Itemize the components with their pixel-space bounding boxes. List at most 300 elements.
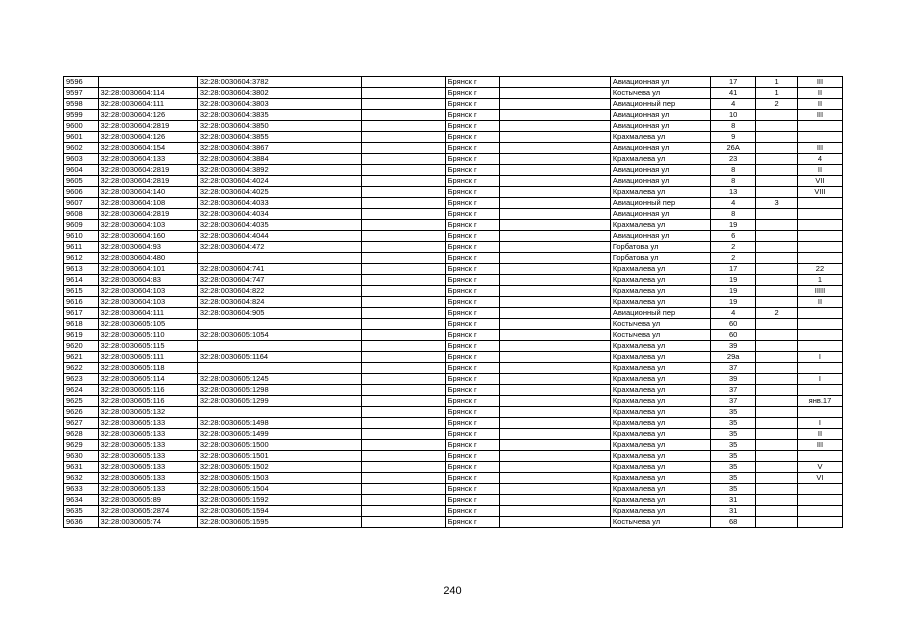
object-cadastral-number-cell xyxy=(197,319,361,330)
object-cadastral-number-cell: 32:28:0030605:1592 xyxy=(197,495,361,506)
object-cadastral-number-cell: 32:28:0030604:3892 xyxy=(197,165,361,176)
table-row xyxy=(64,110,843,121)
blank-column-2-cell xyxy=(499,396,610,407)
blank-column-2-cell xyxy=(499,110,610,121)
object-cadastral-number-cell: 32:28:0030604:822 xyxy=(197,286,361,297)
apartment-number-cell xyxy=(797,341,842,352)
street-cell: Крахмалева ул xyxy=(610,506,710,517)
table-row xyxy=(64,484,843,495)
table-row xyxy=(64,385,843,396)
street-cell: Горбатова ул xyxy=(610,253,710,264)
blank-column-2-cell xyxy=(499,275,610,286)
object-cadastral-number-cell: 32:28:0030605:1502 xyxy=(197,462,361,473)
blank-column-cell xyxy=(361,517,445,528)
row-number-cell: 9614 xyxy=(64,275,99,286)
street-cell: Крахмалева ул xyxy=(610,385,710,396)
street-cell: Крахмалева ул xyxy=(610,473,710,484)
city-cell: Брянск г xyxy=(445,352,499,363)
street-cell: Авиационная ул xyxy=(610,77,710,88)
object-cadastral-number-cell: 32:28:0030605:1504 xyxy=(197,484,361,495)
apartment-number-cell: III xyxy=(797,77,842,88)
blank-column-cell xyxy=(361,209,445,220)
blank-column-2-cell xyxy=(499,242,610,253)
table-row xyxy=(64,165,843,176)
parcel-cadastral-number-cell: 32:28:0030604:126 xyxy=(98,110,197,121)
city-cell: Брянск г xyxy=(445,396,499,407)
apartment-number-cell: II xyxy=(797,88,842,99)
parcel-cadastral-number-cell: 32:28:0030604:103 xyxy=(98,286,197,297)
object-cadastral-number-cell: 32:28:0030604:4034 xyxy=(197,209,361,220)
street-cell: Авиационная ул xyxy=(610,231,710,242)
city-cell: Брянск г xyxy=(445,88,499,99)
blank-column-2-cell xyxy=(499,253,610,264)
house-number-cell: 35 xyxy=(711,462,756,473)
parcel-cadastral-number-cell: 32:28:0030605:2874 xyxy=(98,506,197,517)
building-number-cell xyxy=(756,209,798,220)
parcel-cadastral-number-cell: 32:28:0030604:101 xyxy=(98,264,197,275)
city-cell: Брянск г xyxy=(445,198,499,209)
parcel-cadastral-number-cell: 32:28:0030605:133 xyxy=(98,484,197,495)
row-number-cell: 9615 xyxy=(64,286,99,297)
city-cell: Брянск г xyxy=(445,385,499,396)
row-number-cell: 9601 xyxy=(64,132,99,143)
table-body xyxy=(64,77,843,528)
parcel-cadastral-number-cell: 32:28:0030605:133 xyxy=(98,418,197,429)
blank-column-2-cell xyxy=(499,429,610,440)
parcel-cadastral-number-cell: 32:28:0030604:140 xyxy=(98,187,197,198)
parcel-cadastral-number-cell: 32:28:0030604:154 xyxy=(98,143,197,154)
row-number-cell: 9625 xyxy=(64,396,99,407)
blank-column-cell xyxy=(361,462,445,473)
blank-column-cell xyxy=(361,396,445,407)
building-number-cell xyxy=(756,473,798,484)
city-cell: Брянск г xyxy=(445,451,499,462)
object-cadastral-number-cell: 32:28:0030605:1501 xyxy=(197,451,361,462)
city-cell: Брянск г xyxy=(445,209,499,220)
house-number-cell: 35 xyxy=(711,473,756,484)
blank-column-2-cell xyxy=(499,484,610,495)
row-number-cell: 9596 xyxy=(64,77,99,88)
apartment-number-cell: III xyxy=(797,143,842,154)
apartment-number-cell xyxy=(797,319,842,330)
street-cell: Авиационная ул xyxy=(610,121,710,132)
street-cell: Крахмалева ул xyxy=(610,220,710,231)
house-number-cell: 8 xyxy=(711,121,756,132)
city-cell: Брянск г xyxy=(445,363,499,374)
blank-column-2-cell xyxy=(499,418,610,429)
table-row xyxy=(64,506,843,517)
table-row xyxy=(64,396,843,407)
object-cadastral-number-cell: 32:28:0030605:1500 xyxy=(197,440,361,451)
table-row xyxy=(64,264,843,275)
row-number-cell: 9613 xyxy=(64,264,99,275)
blank-column-cell xyxy=(361,231,445,242)
building-number-cell xyxy=(756,286,798,297)
object-cadastral-number-cell xyxy=(197,253,361,264)
row-number-cell: 9604 xyxy=(64,165,99,176)
apartment-number-cell: II xyxy=(797,165,842,176)
city-cell: Брянск г xyxy=(445,407,499,418)
street-cell: Авиационный пер xyxy=(610,198,710,209)
house-number-cell: 17 xyxy=(711,77,756,88)
parcel-cadastral-number-cell: 32:28:0030604:111 xyxy=(98,99,197,110)
house-number-cell: 19 xyxy=(711,286,756,297)
blank-column-2-cell xyxy=(499,297,610,308)
blank-column-2-cell xyxy=(499,121,610,132)
object-cadastral-number-cell: 32:28:0030604:824 xyxy=(197,297,361,308)
city-cell: Брянск г xyxy=(445,297,499,308)
street-cell: Крахмалева ул xyxy=(610,275,710,286)
house-number-cell: 13 xyxy=(711,187,756,198)
city-cell: Брянск г xyxy=(445,231,499,242)
building-number-cell xyxy=(756,385,798,396)
house-number-cell: 68 xyxy=(711,517,756,528)
blank-column-cell xyxy=(361,198,445,209)
blank-column-cell xyxy=(361,253,445,264)
house-number-cell: 60 xyxy=(711,319,756,330)
apartment-number-cell: VIII xyxy=(797,187,842,198)
object-cadastral-number-cell: 32:28:0030605:1595 xyxy=(197,517,361,528)
street-cell: Крахмалева ул xyxy=(610,363,710,374)
blank-column-cell xyxy=(361,374,445,385)
house-number-cell: 31 xyxy=(711,506,756,517)
street-cell: Крахмалева ул xyxy=(610,462,710,473)
building-number-cell: 2 xyxy=(756,308,798,319)
house-number-cell: 37 xyxy=(711,363,756,374)
blank-column-cell xyxy=(361,506,445,517)
apartment-number-cell: IIIII xyxy=(797,286,842,297)
object-cadastral-number-cell: 32:28:0030604:472 xyxy=(197,242,361,253)
house-number-cell: 4 xyxy=(711,198,756,209)
apartment-number-cell xyxy=(797,517,842,528)
table-row xyxy=(64,132,843,143)
row-number-cell: 9616 xyxy=(64,297,99,308)
building-number-cell xyxy=(756,297,798,308)
building-number-cell xyxy=(756,220,798,231)
row-number-cell: 9630 xyxy=(64,451,99,462)
blank-column-cell xyxy=(361,418,445,429)
parcel-cadastral-number-cell: 32:28:0030604:2819 xyxy=(98,165,197,176)
city-cell: Брянск г xyxy=(445,110,499,121)
house-number-cell: 19 xyxy=(711,275,756,286)
row-number-cell: 9611 xyxy=(64,242,99,253)
blank-column-2-cell xyxy=(499,165,610,176)
city-cell: Брянск г xyxy=(445,176,499,187)
building-number-cell: 3 xyxy=(756,198,798,209)
row-number-cell: 9603 xyxy=(64,154,99,165)
row-number-cell: 9599 xyxy=(64,110,99,121)
apartment-number-cell xyxy=(797,231,842,242)
parcel-cadastral-number-cell: 32:28:0030605:115 xyxy=(98,341,197,352)
parcel-cadastral-number-cell xyxy=(98,77,197,88)
house-number-cell: 6 xyxy=(711,231,756,242)
street-cell: Крахмалева ул xyxy=(610,440,710,451)
street-cell: Крахмалева ул xyxy=(610,352,710,363)
blank-column-cell xyxy=(361,451,445,462)
row-number-cell: 9598 xyxy=(64,99,99,110)
building-number-cell xyxy=(756,407,798,418)
building-number-cell xyxy=(756,396,798,407)
apartment-number-cell xyxy=(797,242,842,253)
building-number-cell xyxy=(756,451,798,462)
city-cell: Брянск г xyxy=(445,187,499,198)
apartment-number-cell xyxy=(797,407,842,418)
blank-column-2-cell xyxy=(499,154,610,165)
apartment-number-cell xyxy=(797,308,842,319)
blank-column-cell xyxy=(361,99,445,110)
table-row xyxy=(64,429,843,440)
object-cadastral-number-cell xyxy=(197,363,361,374)
city-cell: Брянск г xyxy=(445,242,499,253)
apartment-number-cell xyxy=(797,451,842,462)
street-cell: Крахмалева ул xyxy=(610,286,710,297)
apartment-number-cell: II xyxy=(797,99,842,110)
table-row xyxy=(64,275,843,286)
blank-column-2-cell xyxy=(499,440,610,451)
street-cell: Авиационная ул xyxy=(610,176,710,187)
row-number-cell: 9608 xyxy=(64,209,99,220)
register-sheet xyxy=(63,76,843,528)
house-number-cell: 35 xyxy=(711,418,756,429)
table-row xyxy=(64,352,843,363)
parcel-cadastral-number-cell: 32:28:0030605:74 xyxy=(98,517,197,528)
table-row xyxy=(64,517,843,528)
parcel-cadastral-number-cell: 32:28:0030605:133 xyxy=(98,429,197,440)
street-cell: Горбатова ул xyxy=(610,242,710,253)
object-cadastral-number-cell: 32:28:0030604:747 xyxy=(197,275,361,286)
house-number-cell: 39 xyxy=(711,341,756,352)
parcel-cadastral-number-cell: 32:28:0030605:116 xyxy=(98,396,197,407)
street-cell: Костычева ул xyxy=(610,330,710,341)
blank-column-cell xyxy=(361,495,445,506)
table-row xyxy=(64,363,843,374)
building-number-cell xyxy=(756,187,798,198)
row-number-cell: 9612 xyxy=(64,253,99,264)
blank-column-cell xyxy=(361,319,445,330)
blank-column-cell xyxy=(361,330,445,341)
building-number-cell xyxy=(756,231,798,242)
row-number-cell: 9605 xyxy=(64,176,99,187)
city-cell: Брянск г xyxy=(445,264,499,275)
table-row xyxy=(64,341,843,352)
house-number-cell: 23 xyxy=(711,154,756,165)
city-cell: Брянск г xyxy=(445,495,499,506)
city-cell: Брянск г xyxy=(445,132,499,143)
row-number-cell: 9606 xyxy=(64,187,99,198)
parcel-cadastral-number-cell: 32:28:0030605:114 xyxy=(98,374,197,385)
building-number-cell xyxy=(756,165,798,176)
house-number-cell: 10 xyxy=(711,110,756,121)
city-cell: Брянск г xyxy=(445,143,499,154)
building-number-cell: 2 xyxy=(756,99,798,110)
parcel-cadastral-number-cell: 32:28:0030604:133 xyxy=(98,154,197,165)
object-cadastral-number-cell: 32:28:0030605:1594 xyxy=(197,506,361,517)
parcel-cadastral-number-cell: 32:28:0030604:160 xyxy=(98,231,197,242)
building-number-cell xyxy=(756,440,798,451)
row-number-cell: 9622 xyxy=(64,363,99,374)
row-number-cell: 9632 xyxy=(64,473,99,484)
building-number-cell xyxy=(756,484,798,495)
parcel-cadastral-number-cell: 32:28:0030605:116 xyxy=(98,385,197,396)
object-cadastral-number-cell: 32:28:0030605:1298 xyxy=(197,385,361,396)
house-number-cell: 4 xyxy=(711,99,756,110)
street-cell: Авиационная ул xyxy=(610,209,710,220)
street-cell: Авиационная ул xyxy=(610,143,710,154)
blank-column-2-cell xyxy=(499,473,610,484)
city-cell: Брянск г xyxy=(445,374,499,385)
parcel-cadastral-number-cell: 32:28:0030605:133 xyxy=(98,462,197,473)
blank-column-2-cell xyxy=(499,374,610,385)
blank-column-cell xyxy=(361,352,445,363)
object-cadastral-number-cell: 32:28:0030604:4025 xyxy=(197,187,361,198)
apartment-number-cell: I xyxy=(797,352,842,363)
parcel-cadastral-number-cell: 32:28:0030604:103 xyxy=(98,297,197,308)
blank-column-2-cell xyxy=(499,352,610,363)
blank-column-cell xyxy=(361,165,445,176)
blank-column-cell xyxy=(361,429,445,440)
blank-column-cell xyxy=(361,154,445,165)
table-row xyxy=(64,143,843,154)
house-number-cell: 4 xyxy=(711,308,756,319)
object-cadastral-number-cell: 32:28:0030604:4044 xyxy=(197,231,361,242)
building-number-cell xyxy=(756,374,798,385)
row-number-cell: 9607 xyxy=(64,198,99,209)
blank-column-2-cell xyxy=(499,385,610,396)
table-row xyxy=(64,440,843,451)
row-number-cell: 9628 xyxy=(64,429,99,440)
apartment-number-cell: VI xyxy=(797,473,842,484)
blank-column-2-cell xyxy=(499,198,610,209)
house-number-cell: 31 xyxy=(711,495,756,506)
street-cell: Крахмалева ул xyxy=(610,451,710,462)
parcel-cadastral-number-cell: 32:28:0030604:2819 xyxy=(98,176,197,187)
table-row xyxy=(64,374,843,385)
table-row xyxy=(64,154,843,165)
table-row xyxy=(64,242,843,253)
parcel-cadastral-number-cell: 32:28:0030604:111 xyxy=(98,308,197,319)
building-number-cell xyxy=(756,121,798,132)
apartment-number-cell xyxy=(797,198,842,209)
table-row xyxy=(64,407,843,418)
building-number-cell xyxy=(756,154,798,165)
blank-column-2-cell xyxy=(499,143,610,154)
blank-column-2-cell xyxy=(499,506,610,517)
street-cell: Костычева ул xyxy=(610,319,710,330)
blank-column-cell xyxy=(361,121,445,132)
city-cell: Брянск г xyxy=(445,220,499,231)
apartment-number-cell xyxy=(797,330,842,341)
row-number-cell: 9597 xyxy=(64,88,99,99)
object-cadastral-number-cell xyxy=(197,341,361,352)
blank-column-cell xyxy=(361,143,445,154)
apartment-number-cell: янв.17 xyxy=(797,396,842,407)
apartment-number-cell xyxy=(797,132,842,143)
apartment-number-cell: 1 xyxy=(797,275,842,286)
building-number-cell xyxy=(756,319,798,330)
row-number-cell: 9633 xyxy=(64,484,99,495)
object-cadastral-number-cell: 32:28:0030604:905 xyxy=(197,308,361,319)
city-cell: Брянск г xyxy=(445,341,499,352)
street-cell: Авиационный пер xyxy=(610,99,710,110)
row-number-cell: 9610 xyxy=(64,231,99,242)
house-number-cell: 17 xyxy=(711,264,756,275)
table-row xyxy=(64,473,843,484)
parcel-cadastral-number-cell: 32:28:0030604:126 xyxy=(98,132,197,143)
parcel-cadastral-number-cell: 32:28:0030605:110 xyxy=(98,330,197,341)
row-number-cell: 9621 xyxy=(64,352,99,363)
row-number-cell: 9634 xyxy=(64,495,99,506)
apartment-number-cell xyxy=(797,121,842,132)
blank-column-cell xyxy=(361,407,445,418)
apartment-number-cell: I xyxy=(797,418,842,429)
blank-column-2-cell xyxy=(499,264,610,275)
object-cadastral-number-cell: 32:28:0030604:4035 xyxy=(197,220,361,231)
table-row xyxy=(64,77,843,88)
blank-column-cell xyxy=(361,308,445,319)
house-number-cell: 9 xyxy=(711,132,756,143)
building-number-cell xyxy=(756,143,798,154)
blank-column-2-cell xyxy=(499,286,610,297)
blank-column-cell xyxy=(361,187,445,198)
building-number-cell: 1 xyxy=(756,88,798,99)
object-cadastral-number-cell: 32:28:0030605:1245 xyxy=(197,374,361,385)
blank-column-cell xyxy=(361,286,445,297)
row-number-cell: 9602 xyxy=(64,143,99,154)
blank-column-cell xyxy=(361,110,445,121)
table-row xyxy=(64,176,843,187)
street-cell: Крахмалева ул xyxy=(610,418,710,429)
city-cell: Брянск г xyxy=(445,473,499,484)
blank-column-cell xyxy=(361,473,445,484)
table-row xyxy=(64,297,843,308)
apartment-number-cell xyxy=(797,495,842,506)
parcel-cadastral-number-cell: 32:28:0030604:114 xyxy=(98,88,197,99)
apartment-number-cell: II xyxy=(797,297,842,308)
house-number-cell: 8 xyxy=(711,176,756,187)
city-cell: Брянск г xyxy=(445,330,499,341)
parcel-cadastral-number-cell: 32:28:0030605:133 xyxy=(98,451,197,462)
city-cell: Брянск г xyxy=(445,77,499,88)
house-number-cell: 37 xyxy=(711,385,756,396)
apartment-number-cell xyxy=(797,363,842,374)
object-cadastral-number-cell: 32:28:0030605:1164 xyxy=(197,352,361,363)
street-cell: Костычева ул xyxy=(610,88,710,99)
street-cell: Костычева ул xyxy=(610,517,710,528)
building-number-cell xyxy=(756,132,798,143)
house-number-cell: 19 xyxy=(711,220,756,231)
blank-column-2-cell xyxy=(499,308,610,319)
row-number-cell: 9629 xyxy=(64,440,99,451)
street-cell: Крахмалева ул xyxy=(610,341,710,352)
building-number-cell xyxy=(756,264,798,275)
blank-column-2-cell xyxy=(499,330,610,341)
row-number-cell: 9624 xyxy=(64,385,99,396)
city-cell: Брянск г xyxy=(445,319,499,330)
blank-column-2-cell xyxy=(499,341,610,352)
street-cell: Крахмалева ул xyxy=(610,297,710,308)
apartment-number-cell xyxy=(797,220,842,231)
city-cell: Брянск г xyxy=(445,121,499,132)
house-number-cell: 29а xyxy=(711,352,756,363)
row-number-cell: 9600 xyxy=(64,121,99,132)
row-number-cell: 9636 xyxy=(64,517,99,528)
blank-column-2-cell xyxy=(499,407,610,418)
street-cell: Крахмалева ул xyxy=(610,154,710,165)
blank-column-2-cell xyxy=(499,495,610,506)
parcel-cadastral-number-cell: 32:28:0030605:89 xyxy=(98,495,197,506)
blank-column-cell xyxy=(361,341,445,352)
blank-column-cell xyxy=(361,363,445,374)
